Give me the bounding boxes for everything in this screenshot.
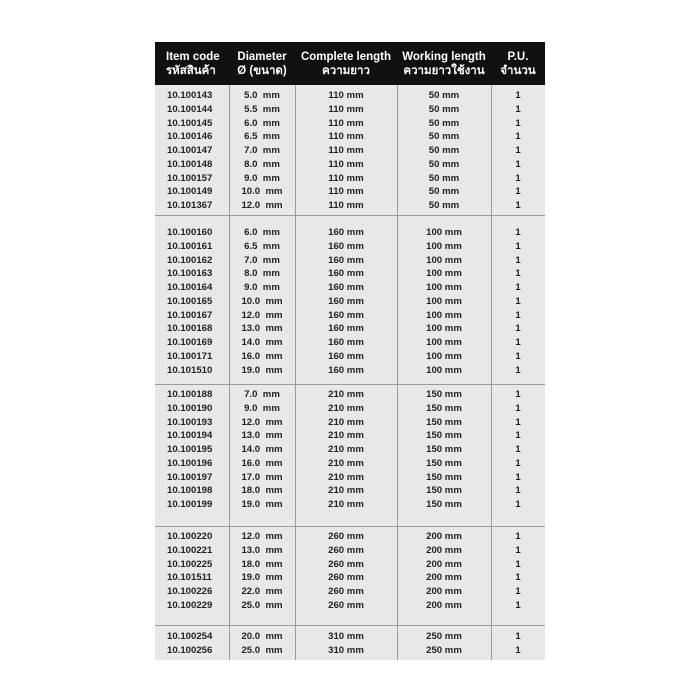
table-row	[155, 585, 545, 599]
table-row	[155, 443, 545, 457]
cell-complete-length: 210 mm	[328, 499, 364, 510]
cell-complete-length: 110 mm	[328, 158, 364, 170]
row-group	[155, 388, 545, 512]
cell-item-code: 10.101510	[167, 364, 213, 376]
cell-complete-length: 210 mm	[328, 485, 364, 497]
cell-pu: 1	[515, 90, 521, 101]
table-row	[155, 199, 545, 213]
cell-diameter: 5.0 mm	[244, 90, 280, 101]
table-row	[155, 117, 545, 131]
cell-working-length: 250 mm	[426, 631, 462, 642]
cell-diameter: 12.0 mm	[241, 200, 283, 211]
header-diameter	[229, 42, 295, 85]
cell-complete-length: 160 mm	[328, 240, 364, 252]
cell-working-length: 100 mm	[426, 323, 462, 335]
cell-diameter: 10.0 mm	[241, 295, 283, 307]
cell-complete-length: 210 mm	[328, 457, 364, 469]
cell-working-length: 100 mm	[426, 282, 462, 293]
cell-working-length: 100 mm	[426, 350, 462, 362]
cell-item-code: 10.100229	[167, 599, 213, 611]
table-row	[155, 402, 545, 416]
table-row	[155, 281, 545, 295]
cell-pu: 1	[515, 200, 521, 211]
cell-pu: 1	[515, 158, 521, 170]
table-row	[155, 144, 545, 158]
cell-pu: 1	[515, 282, 521, 293]
header-complete-length-en: Complete length	[300, 50, 392, 63]
cell-pu: 1	[515, 254, 521, 266]
cell-complete-length: 210 mm	[328, 402, 364, 414]
cell-working-length: 50 mm	[428, 117, 460, 129]
cell-item-code: 10.100190	[167, 402, 213, 414]
cell-pu: 1	[515, 416, 521, 428]
cell-diameter: 5.5 mm	[244, 103, 280, 115]
cell-item-code: 10.100221	[167, 544, 213, 556]
header-item-code-en: Item code	[166, 50, 220, 63]
cell-complete-length: 210 mm	[328, 444, 364, 455]
cell-complete-length: 160 mm	[328, 282, 364, 293]
cell-pu: 1	[515, 227, 521, 238]
table-row	[155, 226, 545, 240]
cell-pu: 1	[515, 172, 521, 184]
cell-item-code: 10.100220	[167, 531, 213, 542]
cell-pu: 1	[515, 131, 521, 143]
cell-item-code: 10.100167	[167, 309, 213, 321]
cell-complete-length: 110 mm	[328, 103, 364, 115]
cell-working-length: 50 mm	[428, 145, 460, 156]
table-row	[155, 130, 545, 144]
table-row	[155, 484, 545, 498]
table-row	[155, 158, 545, 172]
table-row	[155, 309, 545, 323]
cell-item-code: 10.100160	[167, 227, 213, 238]
cell-complete-length: 160 mm	[328, 323, 364, 335]
cell-complete-length: 110 mm	[328, 186, 364, 198]
header-working-length-th: ความยาวใช้งาน	[403, 64, 485, 77]
cell-pu: 1	[515, 402, 521, 414]
cell-working-length: 150 mm	[426, 471, 462, 483]
cell-diameter: 9.0 mm	[244, 282, 280, 293]
cell-complete-length: 160 mm	[328, 227, 364, 238]
table-row	[155, 544, 545, 558]
cell-complete-length: 110 mm	[328, 90, 364, 101]
header-diameter-en: Diameter	[237, 50, 287, 63]
cell-pu: 1	[515, 268, 521, 280]
cell-pu: 1	[515, 389, 521, 400]
cell-item-code: 10.100162	[167, 254, 213, 266]
table-header	[155, 42, 545, 85]
cell-working-length: 50 mm	[428, 172, 460, 184]
cell-diameter: 6.5 mm	[244, 240, 280, 252]
cell-complete-length: 260 mm	[328, 531, 364, 542]
cell-complete-length: 160 mm	[328, 350, 364, 362]
cell-complete-length: 160 mm	[328, 364, 364, 376]
cell-diameter: 25.0 mm	[241, 599, 283, 611]
table-row	[155, 267, 545, 281]
cell-diameter: 8.0 mm	[244, 268, 280, 280]
cell-diameter: 22.0 mm	[241, 586, 283, 597]
cell-diameter: 10.0 mm	[241, 186, 283, 198]
cell-complete-length: 210 mm	[328, 389, 364, 400]
cell-pu: 1	[515, 337, 521, 348]
cell-complete-length: 160 mm	[328, 309, 364, 321]
cell-pu: 1	[515, 186, 521, 198]
cell-working-length: 200 mm	[426, 544, 462, 556]
cell-complete-length: 160 mm	[328, 295, 364, 307]
cell-item-code: 10.100198	[167, 485, 213, 497]
cell-complete-length: 260 mm	[328, 572, 364, 584]
cell-pu: 1	[515, 295, 521, 307]
cell-diameter: 25.0 mm	[241, 644, 283, 656]
row-group	[155, 530, 545, 613]
cell-diameter: 13.0 mm	[241, 323, 283, 335]
cell-pu: 1	[515, 485, 521, 497]
cell-item-code: 10.100169	[167, 337, 213, 348]
cell-diameter: 17.0 mm	[241, 471, 283, 483]
header-working-length	[397, 42, 491, 85]
cell-item-code: 10.100164	[167, 282, 213, 293]
cell-pu: 1	[515, 364, 521, 376]
header-pu-en: P.U.	[507, 50, 529, 63]
header-complete-length	[295, 42, 397, 85]
group-divider	[155, 384, 545, 385]
cell-complete-length: 260 mm	[328, 586, 364, 597]
cell-pu: 1	[515, 457, 521, 469]
table-row	[155, 185, 545, 199]
header-working-length-en: Working length	[402, 50, 486, 63]
cell-complete-length: 110 mm	[328, 172, 364, 184]
row-group	[155, 89, 545, 213]
table-row	[155, 240, 545, 254]
cell-item-code: 10.100147	[167, 145, 213, 156]
cell-item-code: 10.100171	[167, 350, 213, 362]
cell-complete-length: 110 mm	[328, 200, 364, 211]
cell-pu: 1	[515, 586, 521, 597]
cell-working-length: 150 mm	[426, 457, 462, 469]
cell-pu: 1	[515, 240, 521, 252]
cell-diameter: 12.0 mm	[241, 531, 283, 542]
table-row	[155, 89, 545, 103]
table-row	[155, 530, 545, 544]
cell-diameter: 19.0 mm	[241, 572, 283, 584]
cell-item-code: 10.100146	[167, 131, 213, 143]
cell-pu: 1	[515, 499, 521, 510]
cell-item-code: 10.100199	[167, 499, 213, 510]
cell-diameter: 7.0 mm	[244, 145, 280, 156]
cell-pu: 1	[515, 644, 521, 656]
cell-working-length: 150 mm	[426, 444, 462, 455]
cell-diameter: 12.0 mm	[241, 416, 283, 428]
cell-working-length: 50 mm	[428, 90, 460, 101]
table-body	[155, 85, 545, 660]
cell-diameter: 6.5 mm	[244, 131, 280, 143]
cell-working-length: 150 mm	[426, 416, 462, 428]
cell-item-code: 10.100168	[167, 323, 213, 335]
cell-item-code: 10.100188	[167, 389, 213, 400]
table-row	[155, 558, 545, 572]
cell-working-length: 100 mm	[426, 364, 462, 376]
header-complete-length-th: ความยาว	[322, 64, 370, 77]
cell-working-length: 50 mm	[428, 186, 460, 198]
table-row	[155, 103, 545, 117]
cell-item-code: 10.100157	[167, 172, 213, 184]
group-divider	[155, 526, 545, 527]
table-row	[155, 350, 545, 364]
row-group	[155, 226, 545, 377]
cell-complete-length: 310 mm	[328, 644, 364, 656]
cell-working-length: 150 mm	[426, 430, 462, 442]
cell-working-length: 100 mm	[426, 240, 462, 252]
cell-working-length: 200 mm	[426, 572, 462, 584]
cell-working-length: 50 mm	[428, 103, 460, 115]
cell-item-code: 10.100226	[167, 586, 213, 597]
cell-diameter: 19.0 mm	[241, 364, 283, 376]
cell-item-code: 10.100143	[167, 90, 213, 101]
table-row	[155, 498, 545, 512]
cell-pu: 1	[515, 531, 521, 542]
cell-working-length: 50 mm	[428, 200, 460, 211]
cell-pu: 1	[515, 572, 521, 584]
row-group	[155, 630, 545, 658]
cell-diameter: 13.0 mm	[241, 544, 283, 556]
cell-complete-length: 160 mm	[328, 254, 364, 266]
cell-diameter: 16.0 mm	[241, 457, 283, 469]
cell-diameter: 9.0 mm	[244, 402, 280, 414]
cell-diameter: 9.0 mm	[244, 172, 280, 184]
cell-complete-length: 210 mm	[328, 416, 364, 428]
table-row	[155, 172, 545, 186]
cell-diameter: 16.0 mm	[241, 350, 283, 362]
table-row	[155, 336, 545, 350]
cell-pu: 1	[515, 309, 521, 321]
table-row	[155, 571, 545, 585]
cell-complete-length: 160 mm	[328, 337, 364, 348]
table-row	[155, 429, 545, 443]
cell-item-code: 10.100256	[167, 644, 213, 656]
table-row	[155, 364, 545, 378]
header-item-code	[155, 42, 229, 85]
cell-item-code: 10.100254	[167, 631, 213, 642]
cell-complete-length: 110 mm	[328, 145, 364, 156]
cell-item-code: 10.100149	[167, 186, 213, 198]
cell-working-length: 100 mm	[426, 337, 462, 348]
cell-working-length: 50 mm	[428, 158, 460, 170]
header-pu	[491, 42, 545, 85]
cell-item-code: 10.100144	[167, 103, 213, 115]
cell-item-code: 10.100148	[167, 158, 213, 170]
cell-working-length: 250 mm	[426, 644, 462, 656]
product-spec-table	[155, 42, 545, 660]
cell-diameter: 7.0 mm	[244, 389, 280, 400]
cell-diameter: 6.0 mm	[244, 117, 280, 129]
cell-working-length: 150 mm	[426, 402, 462, 414]
cell-item-code: 10.100193	[167, 416, 213, 428]
cell-item-code: 10.100225	[167, 558, 213, 570]
cell-diameter: 20.0 mm	[241, 631, 283, 642]
cell-pu: 1	[515, 558, 521, 570]
cell-pu: 1	[515, 350, 521, 362]
cell-complete-length: 110 mm	[328, 131, 364, 143]
cell-item-code: 10.100163	[167, 268, 213, 280]
cell-complete-length: 260 mm	[328, 558, 364, 570]
cell-working-length: 100 mm	[426, 309, 462, 321]
cell-diameter: 14.0 mm	[241, 444, 283, 455]
cell-diameter: 8.0 mm	[244, 158, 280, 170]
table-row	[155, 644, 545, 658]
cell-complete-length: 210 mm	[328, 430, 364, 442]
table-row	[155, 630, 545, 644]
cell-working-length: 200 mm	[426, 586, 462, 597]
cell-working-length: 150 mm	[426, 389, 462, 400]
cell-working-length: 100 mm	[426, 295, 462, 307]
header-item-code-th: รหัสสินค้า	[166, 64, 216, 77]
cell-complete-length: 110 mm	[328, 117, 364, 129]
cell-item-code: 10.101367	[167, 200, 213, 211]
cell-pu: 1	[515, 544, 521, 556]
cell-item-code: 10.100145	[167, 117, 213, 129]
cell-diameter: 19.0 mm	[241, 499, 283, 510]
cell-working-length: 150 mm	[426, 499, 462, 510]
cell-working-length: 50 mm	[428, 131, 460, 143]
cell-working-length: 200 mm	[426, 558, 462, 570]
cell-diameter: 14.0 mm	[241, 337, 283, 348]
header-pu-th: จำนวน	[500, 64, 536, 77]
cell-complete-length: 260 mm	[328, 544, 364, 556]
table-row	[155, 322, 545, 336]
cell-item-code: 10.100194	[167, 430, 213, 442]
cell-pu: 1	[515, 323, 521, 335]
cell-item-code: 10.100196	[167, 457, 213, 469]
table-row	[155, 471, 545, 485]
table-row	[155, 295, 545, 309]
table-row	[155, 388, 545, 402]
cell-complete-length: 310 mm	[328, 631, 364, 642]
cell-diameter: 18.0 mm	[241, 485, 283, 497]
cell-pu: 1	[515, 430, 521, 442]
cell-diameter: 7.0 mm	[244, 254, 280, 266]
cell-pu: 1	[515, 117, 521, 129]
cell-working-length: 200 mm	[426, 531, 462, 542]
cell-pu: 1	[515, 631, 521, 642]
table-row	[155, 457, 545, 471]
cell-item-code: 10.101511	[167, 572, 212, 584]
group-divider	[155, 215, 545, 216]
cell-pu: 1	[515, 471, 521, 483]
table-row	[155, 254, 545, 268]
cell-diameter: 13.0 mm	[241, 430, 283, 442]
cell-working-length: 100 mm	[426, 227, 462, 238]
cell-diameter: 6.0 mm	[244, 227, 280, 238]
cell-complete-length: 160 mm	[328, 268, 364, 280]
cell-working-length: 100 mm	[426, 268, 462, 280]
cell-pu: 1	[515, 599, 521, 611]
cell-pu: 1	[515, 103, 521, 115]
cell-working-length: 100 mm	[426, 254, 462, 266]
cell-diameter: 12.0 mm	[241, 309, 283, 321]
cell-item-code: 10.100195	[167, 444, 213, 455]
cell-item-code: 10.100165	[167, 295, 213, 307]
cell-complete-length: 260 mm	[328, 599, 364, 611]
group-divider	[155, 625, 545, 626]
cell-working-length: 150 mm	[426, 485, 462, 497]
header-diameter-th: Ø (ขนาด)	[237, 64, 287, 77]
cell-complete-length: 210 mm	[328, 471, 364, 483]
cell-working-length: 200 mm	[426, 599, 462, 611]
cell-item-code: 10.100161	[167, 240, 213, 252]
cell-diameter: 18.0 mm	[241, 558, 283, 570]
cell-item-code: 10.100197	[167, 471, 213, 483]
table-row	[155, 416, 545, 430]
cell-pu: 1	[515, 145, 521, 156]
table-row	[155, 599, 545, 613]
cell-pu: 1	[515, 444, 521, 455]
